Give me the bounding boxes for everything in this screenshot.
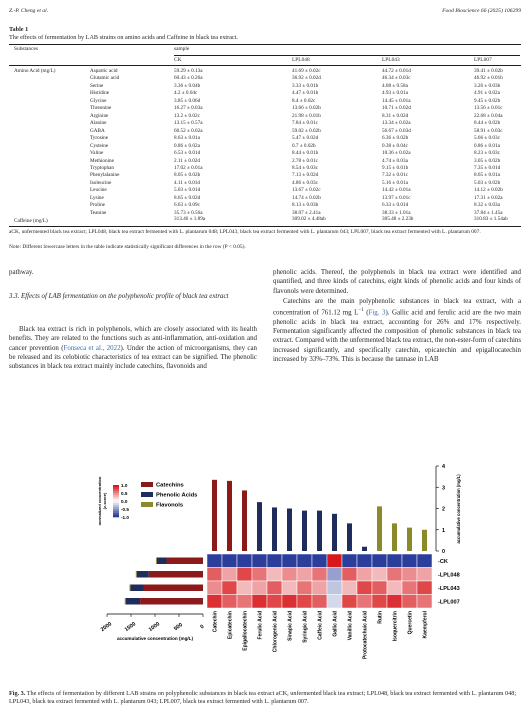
table-caffeine-label: Caffeine (mg/L) xyxy=(14,218,48,224)
top-axis-tick-label: 4 xyxy=(442,464,445,470)
table-row-label: Valine xyxy=(90,150,104,157)
top-bar-quercetin xyxy=(407,528,412,551)
compound-label: Ferulic Acid xyxy=(257,611,264,640)
compound-label: Vanillic Acid xyxy=(347,611,354,641)
side-axis-tick-label: 2000 xyxy=(99,621,114,634)
top-bar-protocatechuic-acid xyxy=(362,547,367,551)
table-cell: 6.33 ± 0.01d xyxy=(382,202,409,209)
table-cell: 13.34 ± 0.02a xyxy=(382,120,411,127)
compound-label: Chlorogenic Acid xyxy=(272,611,279,653)
colorbar-segment xyxy=(113,515,119,517)
legend-label: Catechins xyxy=(156,482,184,489)
compound-label: Rutin xyxy=(377,611,384,624)
heatmap-cell xyxy=(237,568,252,582)
heatmap-cell xyxy=(297,568,312,582)
side-axis-tick-label: 1500 xyxy=(123,621,138,634)
table-row-label: Proline xyxy=(90,202,105,209)
table-cell: 8.65 ± 0.01a xyxy=(474,172,500,179)
colorbar-segment xyxy=(113,487,119,489)
table-cell: 13.97 ± 0.01c xyxy=(382,194,411,201)
colorbar-title: (z-score) xyxy=(102,492,107,510)
table-cell: 7.35 ± 0.01d xyxy=(474,164,501,171)
table-sample-lpl048: LPL048 xyxy=(292,57,310,63)
top-axis-tick-label: 2 xyxy=(442,506,445,513)
table-cell: 38.33 ± 1.01a xyxy=(382,209,411,216)
heatmap-cell xyxy=(312,554,327,568)
table-cell: 5.03 ± 0.02b xyxy=(474,179,501,186)
table-cell: 6.63 ± 0.09c xyxy=(174,202,200,209)
compound-label: Syringic Acid xyxy=(302,611,309,643)
heatmap-cell xyxy=(207,568,222,582)
table-caffeine-ck: 313.46 ± 1.89a xyxy=(174,216,206,222)
table-cell: 8.44 ± 0.01b xyxy=(292,150,319,157)
table-cell: 10.36 ± 0.02a xyxy=(382,150,411,157)
table-caffeine-lpl048: 309.02 ± 4.48ab xyxy=(292,216,326,222)
table-cell: 0.38 ± 0.04c xyxy=(382,142,408,149)
table-caffeine-lpl007: 310.83 ± 1.54ab xyxy=(474,216,508,222)
heatmap-cell xyxy=(312,581,327,595)
colorbar-segment xyxy=(113,491,119,493)
citation-fig3[interactable]: Fig. 3 xyxy=(368,309,386,317)
table-cell: 2.11 ± 0.02d xyxy=(174,157,200,164)
table-cell: 21.98 ± 0.01b xyxy=(292,112,321,119)
table-cell: 5.66 ± 0.03c xyxy=(474,135,500,142)
heatmap-cell xyxy=(342,595,357,609)
heatmap-cell xyxy=(402,568,417,582)
table-row-label: Leucine xyxy=(90,187,107,194)
heatmap-cell xyxy=(387,581,402,595)
table-sample-lpl007: LPL007 xyxy=(474,57,492,63)
legend-label: Flavonols xyxy=(156,502,184,509)
table-cell: 5.16 ± 0.01a xyxy=(382,179,408,186)
table-cell: 36.92 ± 0.02d xyxy=(292,75,321,82)
table-row-label: Tryptophan xyxy=(90,164,115,171)
top-axis-tick-label: 3 xyxy=(442,485,445,492)
table-cell: 60.52 ± 0.02a xyxy=(174,127,203,134)
top-bar-syringic-acid xyxy=(302,511,307,551)
heatmap-cell xyxy=(402,595,417,609)
compound-label: Caffeic Acid xyxy=(317,611,324,640)
table-cell: 4.86 ± 0.03c xyxy=(292,179,318,186)
side-bar-segment-catechins xyxy=(140,598,203,605)
table-cell: 6.53 ± 0.01d xyxy=(174,150,201,157)
table-cell: 13.15 ± 0.57a xyxy=(174,120,203,127)
right-paragraph-phenolic: phenolic acids. Thereof, the polyphenols in black tea extract were identified and quantified, and three kinds of catechins, eight kinds of phenolic acids and four kinds of flavonols were determined. xyxy=(273,269,521,295)
colorbar-segment xyxy=(113,493,119,495)
table-cell: 56.67 ± 0.03d xyxy=(382,127,411,134)
table-row-label: Arginine xyxy=(90,112,109,119)
heatmap-cell xyxy=(342,554,357,568)
table-cell: 3.36 ± 0.04b xyxy=(174,82,201,89)
table-cell: 5.03 ± 0.01d xyxy=(174,187,201,194)
table-row-label: Glutamic acid xyxy=(90,75,120,82)
heatmap-cell xyxy=(327,595,342,609)
table-group-amino-acid: Amino Acid (mg/L) xyxy=(14,68,56,74)
citation-fonseca[interactable]: Fonseca et al., 2022 xyxy=(63,344,121,352)
table-cell: 8.13 ± 0.03b xyxy=(292,202,319,209)
table-caffeine-lpl043: 305.48 ± 2.23b xyxy=(382,216,414,222)
compound-label: Epigallocatechin xyxy=(242,611,249,651)
heatmap-row-label: -LPL048 xyxy=(438,572,460,579)
table-cell: 59.29 ± 0.13a xyxy=(174,68,203,74)
table-cell: 16.27 ± 0.03a xyxy=(174,105,203,112)
compound-label: Epicatechin xyxy=(227,611,234,640)
figure-caption: Fig. 3. The effects of fermentation by different LAB strains on polyphenolic substances in black tea extract aCK, unfermented black tea extract; LPL048, black tea extract fermented with L. plantarum 048; LPL043, black tea extract fermented with L. plantarum 043; LPL007, black tea extract fermented with L. plantarum 007. xyxy=(9,690,517,706)
top-bar-rutin xyxy=(377,506,382,551)
table-cell: 9.45 ± 0.02b xyxy=(474,97,501,104)
table-cell: 8.05 ± 0.02b xyxy=(174,172,201,179)
table-cell: 59.02 ± 0.02b xyxy=(292,127,321,134)
legend-swatch-flavonols xyxy=(141,502,153,507)
colorbar-tick-label: 1.0 xyxy=(121,483,128,488)
side-axis-tick-label: 0 xyxy=(199,623,206,631)
heatmap-cell xyxy=(327,554,342,568)
table-cell: 37.84 ± 1.45a xyxy=(474,209,503,216)
side-bar-segment-flavonols xyxy=(136,571,137,578)
legend-label: Phenolic Acids xyxy=(156,492,198,499)
table-col-sample: sample xyxy=(174,46,190,52)
heatmap-cell xyxy=(342,581,357,595)
side-bar-segment-catechins xyxy=(144,585,203,592)
heatmap-cell xyxy=(207,554,222,568)
heatmap-cell xyxy=(282,595,297,609)
heatmap-cell xyxy=(222,568,237,582)
table-row-label: Alanine xyxy=(90,120,107,127)
table-cell: 8.31 ± 0.02d xyxy=(382,112,409,119)
heatmap-cell xyxy=(252,568,267,582)
heatmap-cell xyxy=(357,581,372,595)
table-cell: 22.68 ± 0.04a xyxy=(474,112,503,119)
table-col-substances: Substances xyxy=(14,46,38,52)
table-row-label: Threonine xyxy=(90,105,112,112)
figure-3-chart xyxy=(95,393,461,660)
legend-swatch-phenolic-acids xyxy=(141,492,153,497)
colorbar-segment xyxy=(113,511,119,513)
table-footnote-abbreviations: aCK, unfermented black tea extract; LPL048, black tea extract fermented with L. plantarum 048; LPL043, black tea extract fermented with L. plantarum 043; LPL007, black tea extract fermented with L. plantarum 007. xyxy=(9,229,481,235)
table-cell: 7.13 ± 0.02d xyxy=(292,172,319,179)
colorbar-segment xyxy=(113,497,119,499)
table-cell: 10.71 ± 0.02d xyxy=(382,105,411,112)
top-bar-kaempferol xyxy=(422,530,427,551)
top-bar-catechin xyxy=(212,480,217,551)
figure-3 xyxy=(95,393,461,660)
heatmap-cell xyxy=(297,581,312,595)
colorbar-segment xyxy=(113,501,119,503)
table-row-label: Serine xyxy=(90,82,104,89)
table-cell: 3.85 ± 0.06d xyxy=(174,97,201,104)
running-header-authors: Z.-P. Cheng et al. xyxy=(9,8,49,14)
heatmap-cell xyxy=(207,581,222,595)
side-bar-segment-flavonols xyxy=(125,598,126,605)
table-cell: 4.08 ± 0.58a xyxy=(382,82,408,89)
table-cell: 8.4 ± 0.02c xyxy=(292,97,316,104)
heatmap-cell xyxy=(372,568,387,582)
top-bar-sinapic-acid xyxy=(287,509,292,552)
heatmap-cell xyxy=(207,595,222,609)
table-row-label: Cysteine xyxy=(90,142,109,149)
table-cell: 8.23 ± 0.03c xyxy=(474,150,500,157)
table-cell: 13.2 ± 0.02c xyxy=(174,112,200,119)
top-axis-title: accumulative concentration (mg/L) xyxy=(456,474,461,544)
compound-label: Protocatechuic Acid xyxy=(362,611,369,660)
heatmap-cell xyxy=(222,581,237,595)
colorbar-tick-label: -0.5 xyxy=(121,507,129,512)
table-cell: 46.92 ± 0.01b xyxy=(474,75,503,82)
heatmap-cell xyxy=(222,554,237,568)
side-bar-segment-phenolic xyxy=(131,585,144,592)
heatmap-cell xyxy=(267,595,282,609)
heatmap-cell xyxy=(387,568,402,582)
heatmap-cell xyxy=(282,581,297,595)
heatmap-cell xyxy=(417,554,432,568)
table-row-label: GABA xyxy=(90,127,105,134)
table-cell: 3.05 ± 0.02b xyxy=(474,157,501,164)
right-paragraph-catechins: Catechins are the main polyphenolic substances in black tea extract, with a concentration of 761.12 mg $L^{-1}$ (Fig. 3). Gallic acid and ferulic acid are the two main phenolic acids in black tea extract, accounting for 26% and 17% respectively. Fermentation significantly affected the composition of phenolic substances in black tea extract. Compared with the unfermented black tea extract, the non-ester-form of catechins increased significantly, and specifically catechin, epicatechin and epigallocatechin increased by 33%–73%. This is because the tannase in LAB xyxy=(273,298,522,364)
colorbar-segment xyxy=(113,485,119,487)
heatmap-row-label: -CK xyxy=(438,558,448,565)
colorbar-segment xyxy=(113,505,119,507)
heatmap-cell xyxy=(282,568,297,582)
table-cell: 14.74 ± 0.02b xyxy=(292,194,321,201)
top-bar-ferulic-acid xyxy=(257,502,262,551)
table-cell: 5.47 ± 0.02d xyxy=(292,135,319,142)
heatmap-cell xyxy=(237,554,252,568)
heatmap-cell xyxy=(252,554,267,568)
side-axis-tick-label: 500 xyxy=(173,622,184,633)
top-bar-epigallocatechin xyxy=(242,490,247,551)
table-cell: 13.66 ± 0.02b xyxy=(292,105,321,112)
colorbar-segment xyxy=(113,509,119,511)
compound-label: Isoquercitrin xyxy=(392,611,399,642)
table-row-label: Teanine xyxy=(90,209,107,216)
heatmap-cell xyxy=(417,581,432,595)
top-bar-caffeic-acid xyxy=(317,511,322,551)
heatmap-cell xyxy=(417,568,432,582)
heatmap-cell xyxy=(297,554,312,568)
running-header-journal: Food Bioscience 66 (2025) 106299 xyxy=(442,8,521,14)
colorbar-tick-label: 0.5 xyxy=(121,491,128,496)
compound-label: Kaempferol xyxy=(422,611,429,639)
side-bar-segment-flavonols xyxy=(156,558,157,565)
heatmap-row-label: -LPL007 xyxy=(438,599,460,606)
table-row-label: Tyrosine xyxy=(90,135,109,142)
table-cell: 58.91 ± 0.03c xyxy=(474,127,503,134)
side-axis-tick-label: 1000 xyxy=(147,621,162,634)
table-cell: 4.47 ± 0.01b xyxy=(292,90,319,97)
side-axis-title: accumulative concentration (mg/L) xyxy=(116,636,194,641)
side-bar-segment-flavonols xyxy=(130,585,131,592)
side-bar-segment-phenolic xyxy=(126,598,140,605)
table-cell: 4.74 ± 0.03a xyxy=(382,157,408,164)
top-bar-epicatechin xyxy=(227,481,232,551)
top-bar-chlorogenic-acid xyxy=(272,507,277,551)
table-row-label: Methionine xyxy=(90,157,114,164)
heatmap-cell xyxy=(342,568,357,582)
table-cell: 35.73 ± 0.56a xyxy=(174,209,203,216)
table-cell: 8.54 ± 0.03c xyxy=(292,164,318,171)
table-row-label: Histidine xyxy=(90,90,110,97)
table-cell: 44.72 ± 0.01d xyxy=(382,68,411,74)
left-paragraph-polyphenols: Black tea extract is rich in polyphenols, which are closely associated with its health benefits. They are related to the functions such as anti-inflammation, anti-oxidation and cancer prevention (Fonseca et al., 2022). Under the action of microorganisms, they can be released and its celobiotic characteristics of tea extract can be signified. The phenolic substances in black tea extract mainly include catechins, flavonoids and xyxy=(9,326,257,371)
heatmap-cell xyxy=(267,554,282,568)
left-paragraph-pathway: pathway. xyxy=(9,269,34,276)
heatmap-cell xyxy=(357,554,372,568)
colorbar-segment xyxy=(113,507,119,509)
heatmap-cell xyxy=(312,568,327,582)
table-cell: 14.42 ± 0.01a xyxy=(382,187,411,194)
side-bar-segment-catechins xyxy=(167,558,203,565)
colorbar-segment xyxy=(113,499,119,501)
heatmap-cell xyxy=(297,595,312,609)
heatmap-cell xyxy=(327,581,342,595)
table-cell: 17.02 ± 0.01a xyxy=(174,164,203,171)
heatmap-cell xyxy=(252,595,267,609)
table-row-label: Aspartic acid xyxy=(90,68,118,74)
heatmap-cell xyxy=(312,595,327,609)
compound-label: Sinapic Acid xyxy=(287,611,294,641)
heatmap-cell xyxy=(357,595,372,609)
table-cell: 3.26 ± 0.03b xyxy=(474,82,501,89)
top-bar-gallic-acid xyxy=(332,514,337,551)
colorbar-tick-label: -1.0 xyxy=(121,515,129,520)
heatmap-cell xyxy=(222,595,237,609)
compound-label: Catechin xyxy=(212,611,219,633)
table-cell: 0.86 ± 0.01a xyxy=(474,142,500,149)
table-cell: 7.84 ± 0.01c xyxy=(292,120,318,127)
colorbar-segment xyxy=(113,489,119,491)
table-label: Table 1 xyxy=(9,26,29,33)
table-cell: 4.91 ± 0.02a xyxy=(474,90,500,97)
colorbar-segment xyxy=(113,513,119,515)
heatmap-cell xyxy=(282,554,297,568)
heatmap-cell xyxy=(267,581,282,595)
top-axis-tick-label: 1 xyxy=(442,527,445,534)
heatmap-cell xyxy=(372,595,387,609)
table-cell: 2.78 ± 0.01c xyxy=(292,157,318,164)
table-cell: 17.31 ± 0.02a xyxy=(474,194,503,201)
table-cell: 4.11 ± 0.01d xyxy=(174,179,200,186)
table-cell: 9.15 ± 0.01b xyxy=(382,164,409,171)
heatmap-cell xyxy=(237,595,252,609)
table-cell: 6.36 ± 0.02b xyxy=(382,135,409,142)
side-bar-segment-catechins xyxy=(149,571,203,578)
table-cell: 39.41 ± 0.02b xyxy=(474,68,503,74)
side-bar-segment-phenolic xyxy=(137,571,149,578)
colorbar-title: normalized concentration xyxy=(97,476,102,526)
table-cell: 7.32 ± 0.01c xyxy=(382,172,408,179)
table-cell: 0.86 ± 0.02a xyxy=(174,142,200,149)
table-cell: 13.67 ± 0.02c xyxy=(292,187,321,194)
table-cell: 4.93 ± 0.01a xyxy=(382,90,408,97)
side-bar-segment-phenolic xyxy=(157,558,167,565)
table-cell: 4.2 ± 0.04c xyxy=(174,90,198,97)
table-cell: 3.33 ± 0.01b xyxy=(292,82,319,89)
table-cell: 14.12 ± 0.02b xyxy=(474,187,503,194)
heatmap-row-label: -LPL043 xyxy=(438,585,460,592)
heatmap-cell xyxy=(267,568,282,582)
heatmap-cell xyxy=(237,581,252,595)
table-cell: 60.43 ± 0.26a xyxy=(174,75,203,82)
top-bar-vanillic-acid xyxy=(347,523,352,551)
section-heading-3-3: 3.3. Effects of LAB fermentation on the polyphenolic profile of black tea extract xyxy=(9,293,229,300)
table-cell: 8.32 ± 0.03a xyxy=(474,202,500,209)
heatmap-cell xyxy=(372,554,387,568)
table-row-label: Lysine xyxy=(90,194,104,201)
table-cell: 8.65 ± 0.02d xyxy=(174,194,201,201)
colorbar-segment xyxy=(113,495,119,497)
compound-label: Gallic Acid xyxy=(332,611,339,637)
heatmap-cell xyxy=(402,581,417,595)
legend-swatch-catechins xyxy=(141,482,153,487)
heatmap-cell xyxy=(417,595,432,609)
table-row-label: Phenylalanine xyxy=(90,172,120,179)
table-cell: 46.34 ± 0.03c xyxy=(382,75,411,82)
table-row-label: Glycine xyxy=(90,97,107,104)
colorbar-tick-label: 0.0 xyxy=(121,499,128,504)
table-cell: 0.7 ± 0.02b xyxy=(292,142,316,149)
colorbar-segment xyxy=(113,503,119,505)
table-cell: 38.07 ± 2.41a xyxy=(292,209,321,216)
table-sample-lpl043: LPL043 xyxy=(382,57,400,63)
table-sample-ck: CK xyxy=(174,57,182,63)
table-cell: 14.45 ± 0.01a xyxy=(382,97,411,104)
heatmap-cell xyxy=(387,554,402,568)
table-footnote-significance: Note: Different lowercase letters in the table indicate statistically significant differences in the row (P < 0.05). xyxy=(9,244,246,250)
table-cell: 13.56 ± 0.01c xyxy=(474,105,503,112)
heatmap-cell xyxy=(372,581,387,595)
table-cell: 41.69 ± 0.02c xyxy=(292,68,321,74)
table-row-label: Isoleucine xyxy=(90,179,112,186)
heatmap-cell xyxy=(327,568,342,582)
heatmap-cell xyxy=(252,581,267,595)
heatmap-cell xyxy=(357,568,372,582)
table-cell: 8.44 ± 0.02b xyxy=(474,120,501,127)
heatmap-cell xyxy=(387,595,402,609)
top-bar-isoquercitrin xyxy=(392,523,397,551)
table-cell: 8.63 ± 0.01a xyxy=(174,135,200,142)
heatmap-cell xyxy=(402,554,417,568)
table-caption: The effects of fermentation by LAB strains on amino acids and Caffeine in black tea extract. xyxy=(9,34,238,41)
top-axis-tick-label: 0 xyxy=(442,549,445,555)
compound-label: Quercetin xyxy=(407,611,414,635)
